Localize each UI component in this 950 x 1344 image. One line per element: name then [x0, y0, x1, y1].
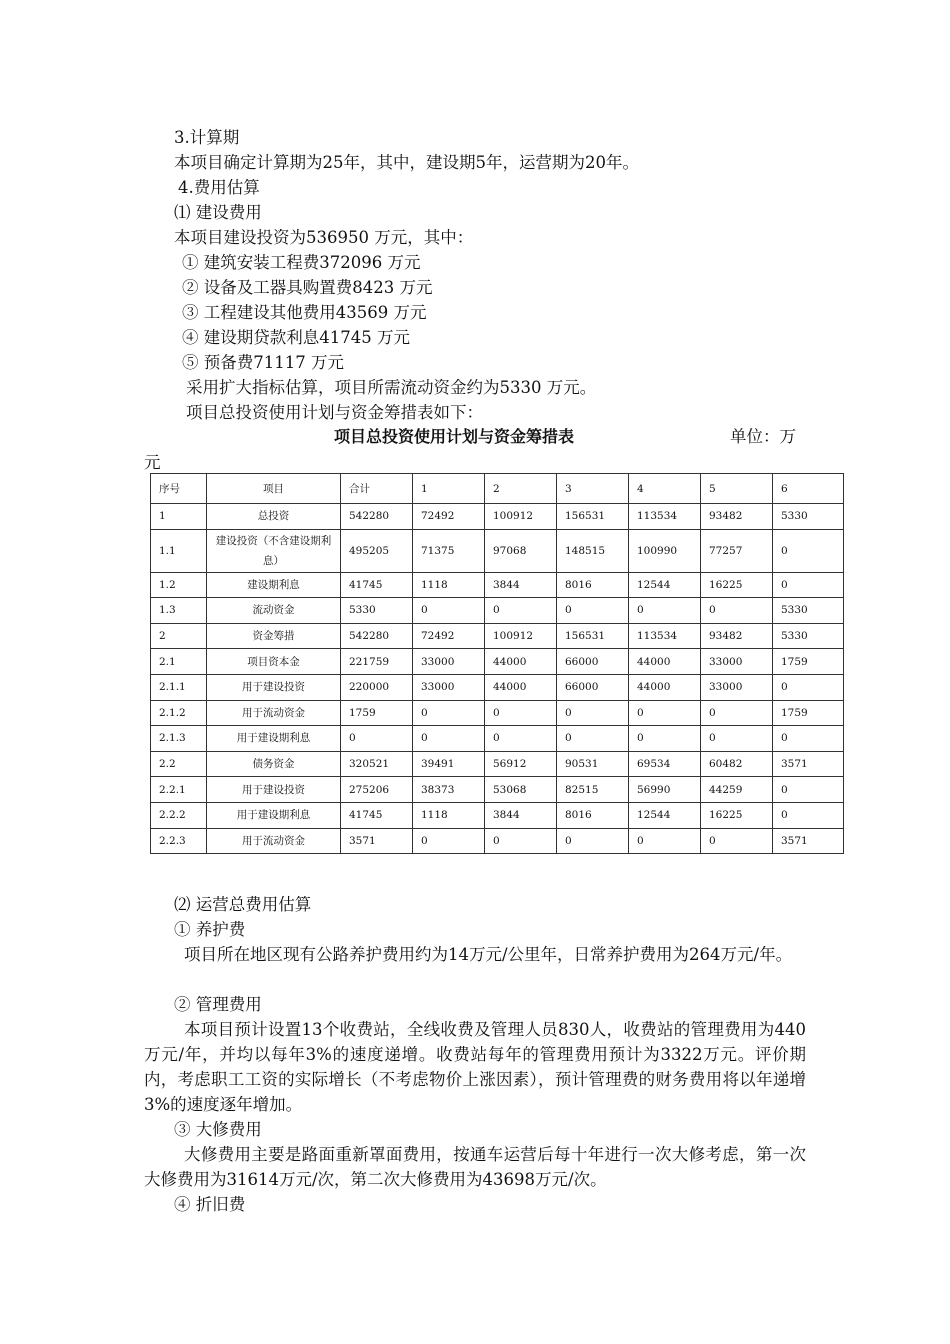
table-cell: 16225 — [701, 802, 773, 828]
table-cell: 用于流动资金 — [207, 700, 341, 726]
table-header-cell: 5 — [701, 474, 773, 504]
table-row — [151, 674, 844, 700]
table-cell: 33000 — [701, 649, 773, 675]
table-cell: 3571 — [773, 828, 844, 854]
table-cell: 3844 — [485, 802, 557, 828]
table-cell: 44259 — [701, 777, 773, 803]
cost-item-2: ② 设备及工器具购置费8423 万元 — [182, 278, 433, 297]
table-cell: 39491 — [413, 751, 485, 777]
table-header-row — [151, 474, 844, 504]
table-cell: 33000 — [413, 674, 485, 700]
depreciation-heading: ④ 折旧费 — [174, 1195, 246, 1214]
table-cell: 0 — [413, 828, 485, 854]
management-text: 本项目预计设置13个收费站，全线收费及管理人员830人，收费站的管理费用为440万元/年，并均以每年3%的速度递增。收费站每年的管理费用预计为3322万元。评价期内，考虑职工工资的实际增长（不考虑物价上涨因素），预计管理费的财务费用将以年递增3%的速度逐年增加。 — [144, 1020, 806, 1114]
table-row — [151, 598, 844, 624]
table-cell: 156531 — [557, 623, 629, 649]
cost-item-4: ④ 建设期贷款利息41745 万元 — [182, 328, 410, 347]
table-cell: 2.2.1 — [151, 777, 207, 803]
table-cell: 12544 — [629, 802, 701, 828]
table-cell: 0 — [413, 598, 485, 624]
table-cell: 2.1.2 — [151, 700, 207, 726]
table-cell: 2.2.2 — [151, 802, 207, 828]
table-cell: 0 — [773, 726, 844, 752]
overhaul-heading: ③ 大修费用 — [174, 1120, 262, 1139]
table-cell: 0 — [701, 828, 773, 854]
table-header-cell: 1 — [413, 474, 485, 504]
table-header-cell: 3 — [557, 474, 629, 504]
table-cell: 275206 — [341, 777, 413, 803]
table-cell: 建设期利息 — [207, 572, 341, 598]
table-cell: 2.1.3 — [151, 726, 207, 752]
table-header-cell: 6 — [773, 474, 844, 504]
table-row — [151, 828, 844, 854]
management-heading: ② 管理费用 — [174, 995, 262, 1014]
table-cell: 0 — [557, 828, 629, 854]
table-cell: 2.1 — [151, 649, 207, 675]
table-cell: 0 — [701, 700, 773, 726]
table-header-cell: 2 — [485, 474, 557, 504]
table-cell: 0 — [773, 674, 844, 700]
cost-item-5: ⑤ 预备费71117 万元 — [182, 353, 344, 372]
table-cell: 12544 — [629, 572, 701, 598]
table-cell: 113534 — [629, 504, 701, 530]
table-cell: 0 — [485, 700, 557, 726]
table-cell: 82515 — [557, 777, 629, 803]
table-cell: 1759 — [773, 649, 844, 675]
table-cell: 0 — [773, 802, 844, 828]
overhaul-text: 大修费用主要是路面重新罩面费用，按通车运营后每十年进行一次大修考虑，第一次大修费用为31614万元/次，第二次大修费用为43698万元/次。 — [144, 1145, 806, 1189]
table-cell: 0 — [557, 700, 629, 726]
table-cell: 90531 — [557, 751, 629, 777]
table-cell: 1.2 — [151, 572, 207, 598]
table-cell: 2.1.1 — [151, 674, 207, 700]
table-cell: 1118 — [413, 572, 485, 598]
table-row — [151, 504, 844, 530]
table-cell: 2 — [151, 623, 207, 649]
table-cell: 56912 — [485, 751, 557, 777]
table-cell: 用于流动资金 — [207, 828, 341, 854]
table-cell: 156531 — [557, 504, 629, 530]
cost-heading: 4.费用估算 — [178, 178, 260, 197]
table-cell: 77257 — [701, 529, 773, 572]
table-cell: 总投资 — [207, 504, 341, 530]
period-text: 本项目确定计算期为25年，其中，建设期5年，运营期为20年。 — [174, 153, 639, 172]
table-cell: 44000 — [485, 649, 557, 675]
table-row — [151, 726, 844, 752]
table-cell: 债务资金 — [207, 751, 341, 777]
table-cell: 38373 — [413, 777, 485, 803]
table-cell: 0 — [773, 572, 844, 598]
table-cell: 0 — [413, 726, 485, 752]
table-cell: 0 — [701, 598, 773, 624]
table-cell: 320521 — [341, 751, 413, 777]
table-cell: 60482 — [701, 751, 773, 777]
table-unit-wrap: 元 — [144, 453, 161, 472]
table-cell: 41745 — [341, 802, 413, 828]
table-cell: 44000 — [485, 674, 557, 700]
table-cell: 69534 — [629, 751, 701, 777]
table-cell: 66000 — [557, 674, 629, 700]
table-title: 项目总投资使用计划与资金筹措表 — [334, 427, 575, 446]
table-cell: 93482 — [701, 623, 773, 649]
table-cell: 495205 — [341, 529, 413, 572]
table-cell: 0 — [557, 726, 629, 752]
table-cell: 1759 — [773, 700, 844, 726]
table-cell: 1118 — [413, 802, 485, 828]
table-cell: 0 — [773, 777, 844, 803]
table-cell: 0 — [485, 598, 557, 624]
table-row — [151, 751, 844, 777]
working-capital-text: 采用扩大指标估算，项目所需流动资金约为5330 万元。 — [186, 378, 597, 397]
table-cell: 项目资本金 — [207, 649, 341, 675]
table-cell: 0 — [701, 726, 773, 752]
table-cell: 0 — [485, 726, 557, 752]
table-cell: 5330 — [773, 504, 844, 530]
table-cell: 8016 — [557, 802, 629, 828]
table-cell: 542280 — [341, 504, 413, 530]
table-cell: 0 — [629, 726, 701, 752]
construction-heading: ⑴ 建设费用 — [174, 203, 262, 222]
table-cell: 53068 — [485, 777, 557, 803]
table-cell: 1759 — [341, 700, 413, 726]
table-cell: 97068 — [485, 529, 557, 572]
table-cell: 0 — [341, 726, 413, 752]
table-cell: 2.2.3 — [151, 828, 207, 854]
table-row — [151, 623, 844, 649]
table-cell: 3571 — [773, 751, 844, 777]
table-cell: 72492 — [413, 623, 485, 649]
table-cell: 100912 — [485, 504, 557, 530]
table-cell: 资金筹措 — [207, 623, 341, 649]
table-cell: 33000 — [413, 649, 485, 675]
maintenance-text: 项目所在地区现有公路养护费用约为14万元/公里年，日常养护费用为264万元/年。 — [184, 945, 793, 964]
table-cell: 流动资金 — [207, 598, 341, 624]
table-cell: 5330 — [773, 598, 844, 624]
table-cell: 220000 — [341, 674, 413, 700]
table-cell: 0 — [629, 700, 701, 726]
cost-item-1: ① 建筑安装工程费372096 万元 — [182, 253, 421, 272]
table-row — [151, 529, 844, 572]
table-cell: 2.2 — [151, 751, 207, 777]
table-cell: 用于建设期利息 — [207, 726, 341, 752]
operating-heading: ⑵ 运营总费用估算 — [174, 895, 312, 914]
maintenance-heading: ① 养护费 — [174, 920, 246, 939]
table-row — [151, 572, 844, 598]
table-cell: 16225 — [701, 572, 773, 598]
table-header-cell: 4 — [629, 474, 701, 504]
table-cell: 用于建设投资 — [207, 674, 341, 700]
table-row — [151, 802, 844, 828]
table-cell: 100990 — [629, 529, 701, 572]
table-header-cell: 项目 — [207, 474, 341, 504]
table-cell: 0 — [629, 598, 701, 624]
table-cell: 93482 — [701, 504, 773, 530]
table-cell: 1.1 — [151, 529, 207, 572]
table-intro: 项目总投资使用计划与资金筹措表如下： — [186, 403, 483, 422]
table-cell: 44000 — [629, 674, 701, 700]
table-cell: 56990 — [629, 777, 701, 803]
table-cell: 221759 — [341, 649, 413, 675]
table-cell: 3844 — [485, 572, 557, 598]
table-cell: 用于建设投资 — [207, 777, 341, 803]
table-row — [151, 700, 844, 726]
table-cell: 0 — [413, 700, 485, 726]
table-row — [151, 649, 844, 675]
cost-item-3: ③ 工程建设其他费用43569 万元 — [182, 303, 427, 322]
table-cell: 72492 — [413, 504, 485, 530]
table-cell: 1.3 — [151, 598, 207, 624]
table-cell: 0 — [485, 828, 557, 854]
table-cell: 41745 — [341, 572, 413, 598]
table-cell: 5330 — [773, 623, 844, 649]
table-cell: 71375 — [413, 529, 485, 572]
table-cell: 0 — [773, 529, 844, 572]
table-cell: 0 — [629, 828, 701, 854]
table-header-cell: 序号 — [151, 474, 207, 504]
table-cell: 542280 — [341, 623, 413, 649]
table-cell: 用于建设期利息 — [207, 802, 341, 828]
table-cell: 8016 — [557, 572, 629, 598]
table-header-cell: 合计 — [341, 474, 413, 504]
investment-text: 本项目建设投资为536950 万元，其中： — [174, 228, 474, 247]
table-row — [151, 777, 844, 803]
table-unit-label: 单位：万 — [730, 427, 796, 446]
table-cell: 113534 — [629, 623, 701, 649]
table-cell: 100912 — [485, 623, 557, 649]
table-cell: 1 — [151, 504, 207, 530]
table-cell: 建设投资（不含建设期利息） — [207, 529, 341, 572]
table-cell: 66000 — [557, 649, 629, 675]
investment-table — [150, 473, 844, 854]
table-cell: 5330 — [341, 598, 413, 624]
table-cell: 44000 — [629, 649, 701, 675]
table-cell: 0 — [557, 598, 629, 624]
table-cell: 3571 — [341, 828, 413, 854]
table-cell: 33000 — [701, 674, 773, 700]
table-cell: 148515 — [557, 529, 629, 572]
period-heading: 3.计算期 — [174, 128, 240, 147]
